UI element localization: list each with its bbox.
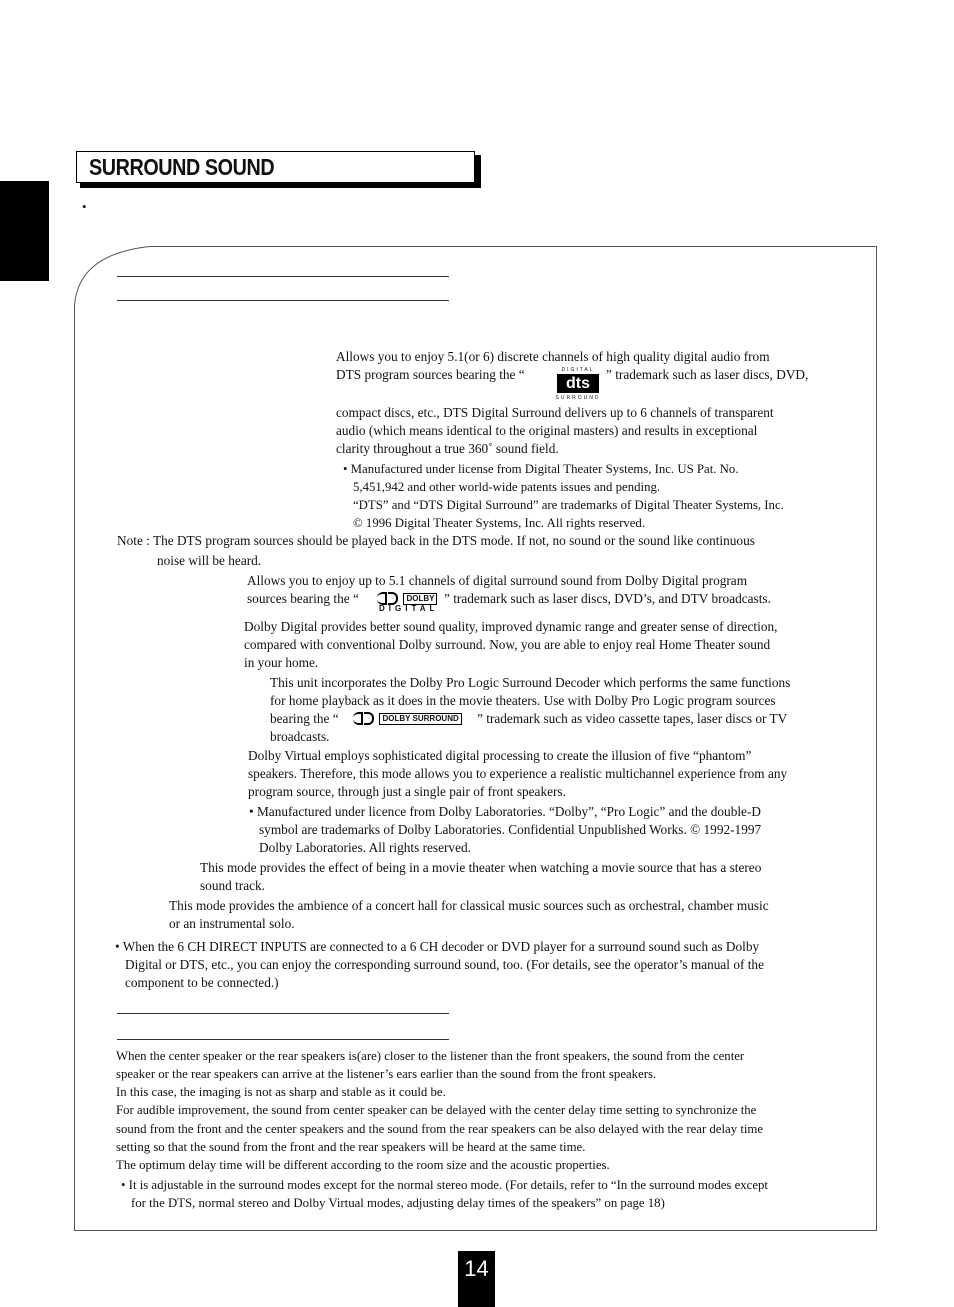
pl-line-3b: ” trademark such as video cassette tapes, laser discs or TV xyxy=(477,711,788,726)
dd-line-2a: sources bearing the “ xyxy=(247,591,359,606)
note-line-2: noise will be heard. xyxy=(157,553,262,568)
virtual-license-3: Dolby Laboratories. All rights reserved. xyxy=(259,840,471,855)
pl-line-4: broadcasts. xyxy=(270,729,330,744)
pl-line-3a: bearing the “ xyxy=(270,711,339,726)
delay-line-7: The optimum delay time will be different according to the room size and the acoustic properties. xyxy=(116,1158,610,1172)
dts-logo-bottom: SURROUND xyxy=(555,395,601,401)
hall-line-1: This mode provides the ambience of a concert hall for classical music sources such as orchestral, chamber music xyxy=(169,898,769,913)
direct-line-2: Digital or DTS, etc., you can enjoy the corresponding surround sound, too. (For details, see the operator’s manual of the xyxy=(125,957,764,972)
page-title: SURROUND SOUND xyxy=(89,154,275,180)
section-rule-1 xyxy=(117,276,449,277)
page-number: 14 xyxy=(458,1251,495,1307)
dts-line-1: Allows you to enjoy 5.1(or 6) discrete channels of high quality digital audio from xyxy=(336,349,770,364)
dolby-digital-sub: DIGITAL xyxy=(379,604,439,613)
dts-logo-top: DIGITAL xyxy=(561,367,595,373)
delay-bullet-1: • It is adjustable in the surround modes except for the normal stereo mode. (For details, refer to “In the surround modes except xyxy=(121,1178,768,1192)
intro-bullet: • xyxy=(82,199,87,214)
side-tab xyxy=(0,181,49,281)
pl-line-1: This unit incorporates the Dolby Pro Logic Surround Decoder which performs the same functions xyxy=(270,675,791,690)
virtual-license-1: • Manufactured under licence from Dolby Laboratories. “Dolby”, “Pro Logic” and the double-D xyxy=(249,804,761,819)
dts-line-2b: ” trademark such as laser discs, DVD, xyxy=(606,367,809,382)
dts-logo xyxy=(555,367,601,401)
frame-top-edge xyxy=(150,246,877,247)
section-rule-3 xyxy=(117,1013,449,1014)
dd-desc-2: compared with conventional Dolby surround. Now, you are able to enjoy real Home Theater sound xyxy=(244,637,771,652)
pl-line-2: for home playback as it does in the movie theaters. Use with Dolby Pro Logic program sources xyxy=(270,693,776,708)
frame-left-edge xyxy=(74,320,75,1231)
dolby-box: DOLBY xyxy=(403,593,437,605)
dts-license-4: © 1996 Digital Theater Systems, Inc. All rights reserved. xyxy=(353,516,646,530)
dts-line-5: clarity throughout a true 360˚ sound field. xyxy=(336,441,559,456)
virtual-line-1: Dolby Virtual employs sophisticated digital processing to create the illusion of five “phantom” xyxy=(248,748,752,763)
dolby-surround-logo xyxy=(353,710,462,728)
movie-line-2: sound track. xyxy=(200,878,265,893)
dts-license-1: • Manufactured under license from Digital Theater Systems, Inc. US Pat. No. xyxy=(343,462,739,476)
section-rule-2 xyxy=(117,300,449,301)
dd-line-2b: ” trademark such as laser discs, DVD’s, and DTV broadcasts. xyxy=(444,591,771,606)
delay-bullet-2: for the DTS, normal stereo and Dolby Virtual modes, adjusting delay times of the speakers” on page 18) xyxy=(131,1196,665,1210)
movie-line-1: This mode provides the effect of being in a movie theater when watching a movie source that has a stereo xyxy=(200,860,762,875)
dts-line-4: audio (which means identical to the original masters) and results in exceptional xyxy=(336,423,758,438)
dd-desc-1: Dolby Digital provides better sound quality, improved dynamic range and greater sense of direction, xyxy=(244,619,778,634)
direct-line-1: • When the 6 CH DIRECT INPUTS are connected to a 6 CH decoder or DVD player for a surround sound such as Dolby xyxy=(115,939,760,954)
frame-corner-curve xyxy=(74,246,154,324)
direct-line-3: component to be connected.) xyxy=(125,975,279,990)
virtual-license-2: symbol are trademarks of Dolby Laboratories. Confidential Unpublished Works. © 1992-1997 xyxy=(259,822,762,837)
dd-desc-3: in your home. xyxy=(244,655,319,670)
dts-logo-mark: dts xyxy=(557,374,599,393)
delay-line-5: sound from the front and the center speakers and the sound from the rear speakers can be also delayed with the rear delay time xyxy=(116,1122,764,1136)
dts-license-2: 5,451,942 and other world-wide patents issues and pending. xyxy=(353,480,661,494)
virtual-line-3: program source, through just a single pair of front speakers. xyxy=(248,784,566,799)
delay-line-6: setting so that the sound from the front and the rear speakers will be heard at the same time. xyxy=(116,1140,586,1154)
delay-line-1: When the center speaker or the rear speakers is(are) closer to the listener than the front speakers, the sound from the center xyxy=(116,1049,745,1063)
dolby-surround-box: DOLBY SURROUND xyxy=(379,713,461,725)
delay-line-4: For audible improvement, the sound from center speaker can be delayed with the center delay time setting to synchronize the xyxy=(116,1103,757,1117)
delay-line-3: In this case, the imaging is not as sharp and stable as it could be. xyxy=(116,1085,446,1099)
virtual-line-2: speakers. Therefore, this mode allows you to experience a realistic multichannel experience from any xyxy=(248,766,788,781)
note-line-1: Note : The DTS program sources should be played back in the DTS mode. If not, no sound or the sound like continuous xyxy=(117,533,755,548)
dd-line-1: Allows you to enjoy up to 5.1 channels of digital surround sound from Dolby Digital program xyxy=(247,573,748,588)
dts-line-2: DTS program sources bearing the “ xyxy=(336,367,525,382)
double-d-icon xyxy=(353,712,375,725)
section-rule-4 xyxy=(117,1039,449,1040)
dts-line-3: compact discs, etc., DTS Digital Surround delivers up to 6 channels of transparent xyxy=(336,405,774,420)
dts-license-3: “DTS” and “DTS Digital Surround” are trademarks of Digital Theater Systems, Inc. xyxy=(353,498,784,512)
delay-line-2: speaker or the rear speakers can arrive at the listener’s ears earlier than the sound from the front speakers. xyxy=(116,1067,657,1081)
hall-line-2: or an instrumental solo. xyxy=(169,916,295,931)
